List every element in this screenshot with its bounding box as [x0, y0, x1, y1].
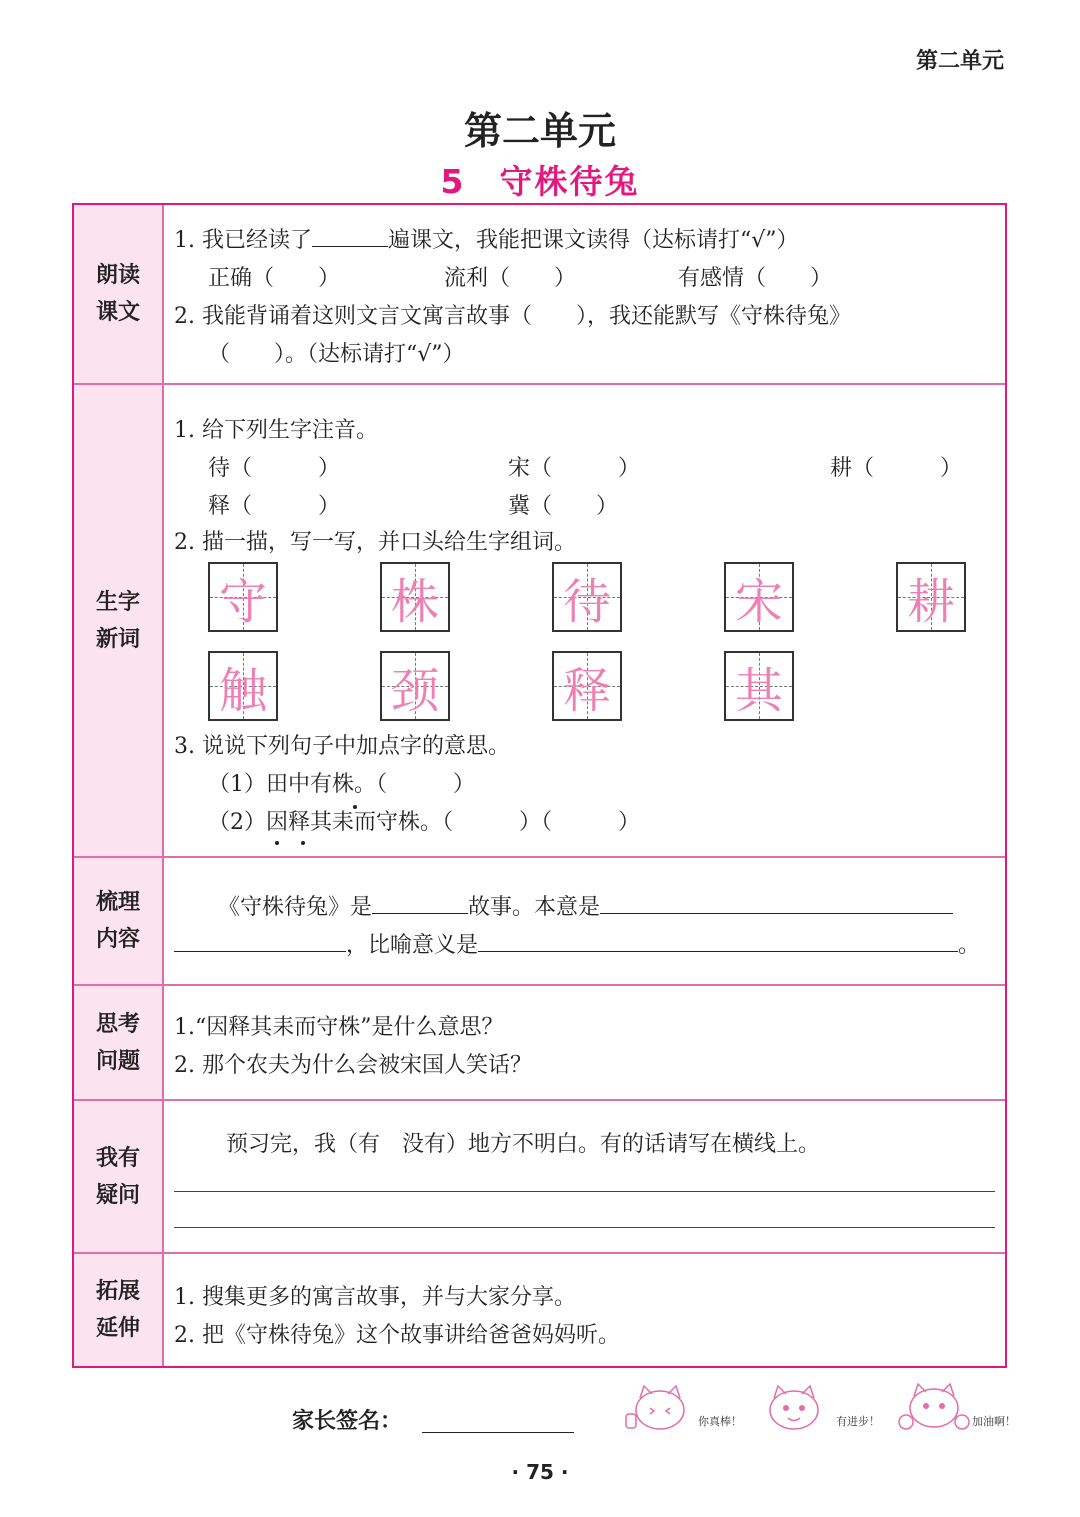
- pinyin-shi[interactable]: 释（ ）: [208, 494, 341, 519]
- literal-meaning-blank-cont[interactable]: [174, 929, 346, 952]
- opt-emotion[interactable]: 有感情（ ）: [678, 266, 833, 291]
- answer-line[interactable]: [174, 1227, 995, 1228]
- pinyin-ji[interactable]: 冀（ ）: [508, 494, 619, 519]
- chars-q1: 1. 给下列生字注音。: [174, 418, 378, 443]
- think-q1: 1.“因释其耒而守株”是什么意思？: [174, 1015, 504, 1040]
- parent-signature-line[interactable]: [422, 1432, 574, 1433]
- trace-grid[interactable]: 释: [552, 651, 622, 721]
- trace-grid[interactable]: 颈: [380, 651, 450, 721]
- trace-grid[interactable]: 触: [208, 651, 278, 721]
- figurative-meaning-blank[interactable]: [478, 929, 958, 952]
- label-extend: 拓展 延伸: [74, 1254, 164, 1366]
- chars-q3: 3. 说说下列句子中加点字的意思。: [174, 734, 510, 759]
- unit-title: 第二单元: [463, 109, 616, 153]
- sentence-2[interactable]: （2）因释其耒而守株。（ ）（ ）: [208, 810, 640, 835]
- label-read-aloud: 朗读 课文: [74, 205, 164, 383]
- lesson-number: 5: [440, 162, 466, 201]
- sticker-great-job: 你真棒！: [622, 1380, 742, 1435]
- preview-table: [72, 203, 1007, 1368]
- parent-signature-label: 家长签名：: [292, 1409, 403, 1434]
- sticker-keep-going: 加油啊！: [896, 1380, 1016, 1435]
- read-q2: 2. 我能背诵着这则文言文寓言故事（ ），我还能默写《守株待兔》: [174, 304, 851, 329]
- row-think: [74, 986, 1005, 1101]
- emphasis-dot: [353, 805, 357, 809]
- pinyin-song[interactable]: 宋（ ）: [508, 456, 641, 481]
- label-doubts: 我有 疑问: [74, 1101, 164, 1252]
- row-extend: [74, 1254, 1005, 1366]
- read-q2-cont: （ ）。（达标请打“√”）: [208, 342, 465, 367]
- sentence-1[interactable]: （1）田中有株。（ ）: [208, 772, 475, 797]
- trace-grid[interactable]: 待: [552, 562, 622, 632]
- label-think: 思考 问题: [74, 986, 164, 1099]
- emphasis-dot: [301, 841, 305, 845]
- running-header: 第二单元: [915, 49, 1004, 74]
- row-summary: [74, 858, 1005, 986]
- label-summary: 梳理 内容: [74, 858, 164, 984]
- row-new-characters: [74, 385, 1005, 858]
- read-q1: 1. 我已经读了 遍课文，我能把课文读得（达标请打“√”）: [174, 223, 799, 254]
- opt-correct[interactable]: 正确（ ）: [208, 266, 341, 291]
- answer-line[interactable]: [174, 1191, 995, 1192]
- extend-q2: 2. 把《守株待兔》这个故事讲给爸爸妈妈听。: [174, 1323, 620, 1348]
- trace-grid[interactable]: 守: [208, 562, 278, 632]
- pinyin-geng[interactable]: 耕（ ）: [830, 456, 963, 481]
- lesson-name: 守株待兔: [499, 162, 640, 201]
- pinyin-dai[interactable]: 待（ ）: [208, 456, 341, 481]
- literal-meaning-blank[interactable]: [600, 891, 953, 914]
- row-doubts: [74, 1101, 1005, 1254]
- trace-grid[interactable]: 株: [380, 562, 450, 632]
- summary-line-1: 《守株待兔》是 故事。本意是: [218, 890, 953, 921]
- sticker-progress: 有进步！: [760, 1380, 880, 1435]
- label-new-characters: 生字 新词: [74, 385, 164, 856]
- opt-fluent[interactable]: 流利（ ）: [444, 266, 577, 291]
- trace-grid[interactable]: 宋: [724, 562, 794, 632]
- page-number: · 75 ·: [511, 1460, 569, 1484]
- times-blank[interactable]: [312, 224, 388, 247]
- chars-q2: 2. 描一描，写一写，并口头给生字组词。: [174, 530, 576, 555]
- extend-q1: 1. 搜集更多的寓言故事，并与大家分享。: [174, 1285, 576, 1310]
- trace-grid[interactable]: 耕: [896, 562, 966, 632]
- lesson-title: [0, 156, 1080, 203]
- doubt-prompt: 预习完，我（有 没有）地方不明白。有的话请写在横线上。: [226, 1132, 821, 1157]
- think-q2: 2. 那个农夫为什么会被宋国人笑话？: [174, 1053, 532, 1078]
- story-type-blank[interactable]: [372, 891, 468, 914]
- row-read-aloud: [74, 205, 1005, 385]
- emphasis-dot: [275, 841, 279, 845]
- trace-grid[interactable]: 其: [724, 651, 794, 721]
- summary-line-2: ，比喻意义是 。: [174, 928, 980, 959]
